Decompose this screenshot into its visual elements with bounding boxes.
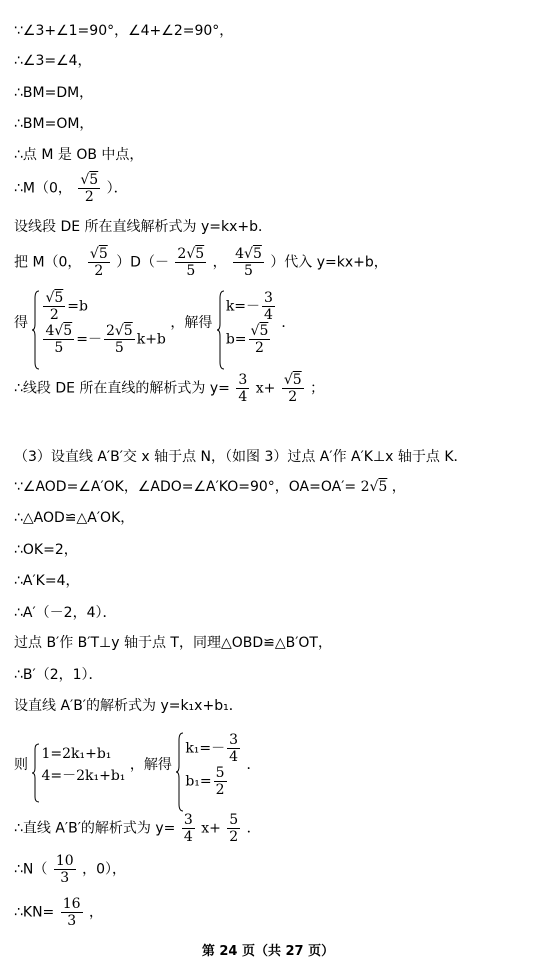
line-set-de: 设线段 DE 所在直线解析式为 y=kx+b． xyxy=(14,219,273,235)
line-part-3: （3）设直线 A′B′交 x 轴于点 N，（如图 3）过点 A′作 A′K⊥x 轴于点 K． xyxy=(14,449,468,465)
left-brace-icon xyxy=(176,732,184,812)
text: ∴线段 DE 所在直线的解析式为 y= xyxy=(14,380,230,397)
line-de-equation: ∴线段 DE 所在直线的解析式为 y= $\frac{3}{4}$ x+ $\frac{√5}{2}$ ； xyxy=(14,372,325,405)
text: ∴N（ xyxy=(14,861,48,878)
line-a-prime: ∴A′（－2，4）． xyxy=(14,605,117,621)
line-b-prime: ∴B′（2，1）． xyxy=(14,667,103,683)
page-footer: 第 24 页（共 27 页） xyxy=(201,944,335,959)
expr-2sqrt5: 2√5 xyxy=(360,479,388,495)
line-ab-equation: ∴直线 A′B′的解析式为 y= $\frac{3}{4}$ x+ $\frac{5}{2}$ ． xyxy=(14,812,261,845)
line-ok: ∴OK=2， xyxy=(14,542,78,558)
text: 则 xyxy=(14,757,28,773)
line-kn: ∴KN= $\frac{16}{3}$ ， xyxy=(14,896,104,929)
text: ， xyxy=(212,254,227,271)
line-ak: ∴A′K=4， xyxy=(14,573,80,589)
line-set-ab: 设直线 A′B′的解析式为 y=k₁x+b₁． xyxy=(14,698,243,714)
text: ，解得 xyxy=(129,757,172,773)
equation-row: $\frac{4√5}{5}$ =－ $\frac{2√5}{5}$ k+b xyxy=(45,323,166,356)
equation-row: $\frac{√5}{2}$ =b xyxy=(45,290,88,323)
text: ∵∠AOD=∠A′OK，∠ADO=∠A′KO=90°，OA=OA′= xyxy=(14,479,357,495)
line-angle-sums: ∵∠3+∠1=90°，∠4+∠2=90°， xyxy=(14,23,234,39)
line-b-prime-construct: 过点 B′作 B′T⊥y 轴于点 T，同理△OBD≌△B′OT， xyxy=(14,635,332,651)
fraction-sqrt5-over-2 xyxy=(78,172,100,205)
text: ）代入 y=kx+b， xyxy=(270,254,388,271)
text: ）． xyxy=(106,180,128,197)
text: ，解得 xyxy=(170,315,213,331)
line-system-2 xyxy=(14,732,261,798)
line-system-1 xyxy=(14,290,295,356)
line-congruent: ∴△AOD≌△A′OK， xyxy=(14,510,135,526)
left-brace-icon xyxy=(32,290,40,370)
text: ∴直线 A′B′的解析式为 y= xyxy=(14,820,176,837)
left-brace-icon xyxy=(217,290,225,370)
line-substitute xyxy=(14,246,388,279)
line-point-n: ∴N（ $\frac{10}{3}$ ，0）， xyxy=(14,853,127,886)
line-angle-equal: ∴∠3=∠4， xyxy=(14,53,92,69)
text: ）D（－ xyxy=(116,254,169,271)
line-bm-om: ∴BM=OM， xyxy=(14,116,94,132)
text: ． xyxy=(281,315,296,331)
denominator: 2 xyxy=(84,189,94,205)
text: ． xyxy=(246,820,261,837)
text: ； xyxy=(310,380,325,397)
text: ，0）， xyxy=(82,861,127,878)
fraction-sqrt5-over-2: $\frac{√5}{2}$ xyxy=(89,246,108,279)
left-brace-icon xyxy=(32,743,40,803)
numerator: √5 xyxy=(80,172,99,188)
fraction-2sqrt5-over-5: $\frac{2√5}{5}$ xyxy=(177,246,205,279)
line-bm-dm: ∴BM=DM， xyxy=(14,85,94,101)
text: ， xyxy=(391,479,406,495)
equation-system xyxy=(32,290,165,356)
equation-system: 1=2k₁+b₁ 4=－2k₁+b₁ xyxy=(32,743,125,787)
solution-system: k₁=－ $\frac{3}{4}$ b₁= $\frac{5}{2}$ xyxy=(176,732,242,798)
line-midpoint: ∴点 M 是 OB 中点， xyxy=(14,147,144,163)
text: ∴KN= xyxy=(14,904,55,921)
fraction-4sqrt5-over-5: $\frac{4√5}{5}$ xyxy=(235,246,262,279)
text: ， xyxy=(89,904,104,921)
line-congruence-conditions xyxy=(14,478,406,496)
text: ∴M（0， xyxy=(14,180,72,197)
line-point-m xyxy=(14,172,128,205)
text: 得 xyxy=(14,315,28,331)
text: 把 M（0， xyxy=(14,254,82,271)
solution-system: k=－ $\frac{3}{4}$ b= $\frac{√5}{2}$ xyxy=(217,290,277,356)
text: ． xyxy=(246,757,261,773)
